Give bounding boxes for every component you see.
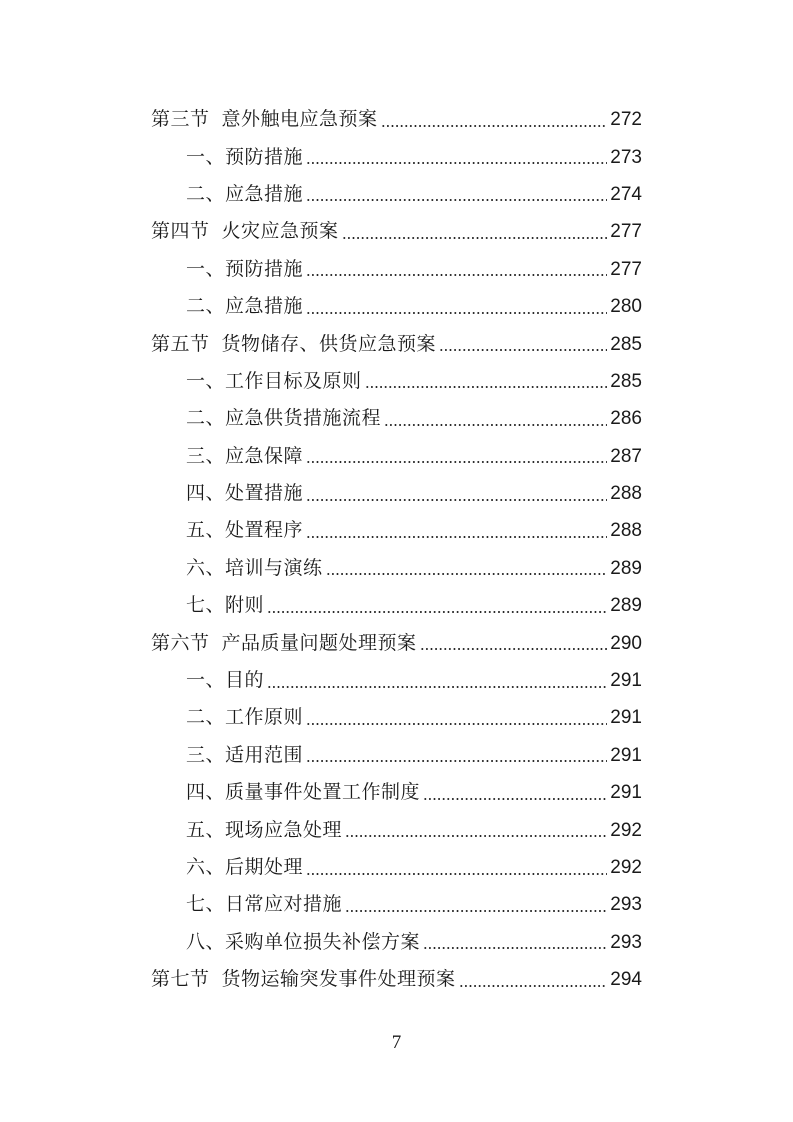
toc-entry-label bbox=[186, 409, 381, 428]
dot-leader bbox=[439, 349, 607, 351]
dot-leader bbox=[326, 573, 608, 575]
toc-entry-label bbox=[186, 369, 362, 392]
toc-subsection-entry[interactable] bbox=[0, 886, 793, 923]
toc-entry-label bbox=[151, 332, 437, 355]
toc-subsection-entry[interactable] bbox=[0, 737, 793, 774]
toc-entry-title: 八、采购单位损失补偿方案 bbox=[186, 930, 421, 953]
toc-subsection-entry[interactable] bbox=[0, 587, 793, 624]
dot-leader bbox=[365, 386, 608, 388]
dot-leader bbox=[420, 648, 608, 650]
toc-page-number: 287 bbox=[610, 445, 642, 467]
toc-page-number: 286 bbox=[610, 408, 642, 430]
toc-page-number: 272 bbox=[610, 109, 642, 131]
toc-subsection-entry[interactable] bbox=[0, 849, 793, 886]
toc-entry-label bbox=[151, 222, 339, 241]
dot-leader bbox=[381, 125, 608, 127]
dot-leader bbox=[306, 274, 607, 276]
toc-entry-label bbox=[186, 930, 421, 953]
dot-leader bbox=[306, 312, 607, 314]
toc-section-number: 第六节 bbox=[151, 631, 210, 654]
toc-entry-title: 一、目的 bbox=[186, 669, 265, 692]
toc-section-entry[interactable] bbox=[0, 961, 793, 998]
toc-entry-label bbox=[186, 858, 303, 877]
toc-page-number: 285 bbox=[610, 370, 642, 392]
toc-entry-title: 六、培训与演练 bbox=[186, 556, 323, 579]
toc-entry-label bbox=[151, 970, 456, 989]
toc-entry-title: 二、工作原则 bbox=[186, 706, 304, 729]
toc-page-number: 292 bbox=[610, 857, 642, 878]
toc-subsection-entry[interactable] bbox=[0, 138, 793, 175]
toc-entry-label bbox=[151, 110, 378, 129]
dot-leader bbox=[345, 910, 607, 912]
dot-leader bbox=[306, 760, 607, 762]
toc-section-entry[interactable] bbox=[0, 325, 793, 362]
toc-page-number: 277 bbox=[610, 258, 642, 280]
toc-section-number: 第七节 bbox=[151, 968, 210, 991]
toc-section-number: 第五节 bbox=[151, 332, 210, 355]
toc-page-number: 291 bbox=[610, 744, 642, 766]
toc-page-number: 280 bbox=[610, 296, 642, 318]
toc-page-number: 288 bbox=[610, 520, 642, 542]
toc-entry-title: 意外触电应急预案 bbox=[221, 108, 378, 131]
toc-entry-title: 七、日常应对措施 bbox=[186, 893, 343, 916]
toc-entry-title: 一、预防措施 bbox=[186, 145, 304, 168]
toc-entry-label bbox=[186, 484, 303, 503]
toc-entry-label bbox=[186, 556, 323, 579]
toc-entry-label bbox=[186, 818, 343, 841]
toc-subsection-entry[interactable] bbox=[0, 475, 793, 512]
toc-entry-title: 一、预防措施 bbox=[186, 257, 304, 280]
toc-entry-title: 七、附则 bbox=[186, 594, 265, 617]
toc-entry-title: 三、应急保障 bbox=[186, 444, 304, 467]
toc-section-entry[interactable] bbox=[0, 624, 793, 661]
dot-leader bbox=[306, 199, 607, 201]
toc-entry-label bbox=[186, 895, 342, 914]
dot-leader bbox=[306, 536, 607, 538]
toc-page-number: 273 bbox=[610, 146, 642, 168]
toc-subsection-entry[interactable] bbox=[0, 512, 793, 549]
toc-entry-label bbox=[186, 182, 304, 205]
toc-entry-label bbox=[186, 145, 304, 168]
toc-entry-title: 四、质量事件处置工作制度 bbox=[186, 781, 421, 804]
toc-entry-label bbox=[151, 631, 417, 654]
toc-entry-title: 四、处置措施 bbox=[186, 482, 304, 505]
toc-subsection-entry[interactable] bbox=[0, 550, 793, 587]
toc-entry-label bbox=[186, 257, 304, 280]
toc-subsection-entry[interactable] bbox=[0, 438, 793, 475]
toc-entry-title: 六、后期处理 bbox=[186, 856, 304, 878]
toc-entry-title: 二、应急措施 bbox=[186, 182, 304, 205]
toc-entry-title: 产品质量问题处理预案 bbox=[221, 631, 417, 654]
toc-page-number: 289 bbox=[610, 595, 642, 617]
toc-entry-label bbox=[186, 444, 304, 467]
dot-leader bbox=[306, 461, 607, 463]
toc-entry-label bbox=[186, 783, 420, 802]
toc-page-number: 277 bbox=[610, 221, 642, 243]
toc-entry-title: 二、应急措施 bbox=[186, 295, 304, 318]
toc-page-number: 289 bbox=[610, 557, 642, 579]
toc-section-entry[interactable] bbox=[0, 101, 793, 138]
dot-leader bbox=[459, 985, 608, 987]
toc-subsection-entry[interactable] bbox=[0, 924, 793, 961]
toc-subsection-entry[interactable] bbox=[0, 176, 793, 213]
toc-subsection-entry[interactable] bbox=[0, 400, 793, 437]
toc-entry-label bbox=[186, 743, 304, 766]
toc-page-number: 291 bbox=[610, 782, 642, 804]
dot-leader bbox=[306, 873, 607, 875]
toc-entry-label bbox=[186, 708, 303, 727]
toc-page-number: 293 bbox=[610, 894, 642, 916]
toc-section-number: 第三节 bbox=[151, 108, 210, 131]
page-number: 7 bbox=[391, 1032, 402, 1053]
toc-subsection-entry[interactable] bbox=[0, 774, 793, 811]
toc-subsection-entry[interactable] bbox=[0, 251, 793, 288]
toc-entry-label bbox=[186, 521, 303, 540]
toc-entry-title: 一、工作目标及原则 bbox=[186, 369, 362, 392]
toc-section-number: 第四节 bbox=[151, 220, 210, 243]
dot-leader bbox=[306, 723, 607, 725]
toc-page-number: 292 bbox=[610, 819, 642, 841]
toc-entry-title: 二、应急供货措施流程 bbox=[186, 407, 382, 430]
toc-subsection-entry[interactable] bbox=[0, 662, 793, 699]
toc-entry-title: 五、现场应急处理 bbox=[186, 818, 343, 841]
dot-leader bbox=[306, 162, 607, 164]
toc-page-number: 291 bbox=[610, 670, 642, 692]
toc-page-number: 285 bbox=[610, 333, 642, 355]
toc-entry-label bbox=[186, 596, 264, 615]
toc-entry-title: 火灾应急预案 bbox=[221, 220, 339, 243]
toc-page-number: 288 bbox=[610, 483, 642, 505]
toc-subsection-entry[interactable] bbox=[0, 699, 793, 736]
dot-leader bbox=[423, 947, 607, 949]
toc-entry-title: 货物运输突发事件处理预案 bbox=[221, 968, 456, 991]
toc-page-number: 293 bbox=[610, 931, 642, 953]
dot-leader bbox=[306, 499, 607, 501]
dot-leader bbox=[342, 237, 608, 239]
toc-page-number: 291 bbox=[610, 707, 642, 729]
toc-section-entry[interactable] bbox=[0, 213, 793, 250]
toc-entry-label bbox=[186, 671, 264, 690]
toc-page-number: 294 bbox=[610, 969, 642, 991]
toc-subsection-entry[interactable] bbox=[0, 288, 793, 325]
dot-leader bbox=[423, 798, 607, 800]
toc-entry-label bbox=[186, 297, 303, 316]
toc-entry-title: 货物储存、供货应急预案 bbox=[221, 332, 437, 355]
dot-leader bbox=[267, 611, 607, 613]
dot-leader bbox=[384, 424, 607, 426]
table-of-contents bbox=[0, 101, 793, 998]
toc-entry-title: 五、处置程序 bbox=[186, 519, 304, 542]
toc-page-number: 290 bbox=[610, 632, 642, 654]
toc-entry-title: 三、适用范围 bbox=[186, 743, 304, 766]
dot-leader bbox=[267, 686, 607, 688]
toc-subsection-entry[interactable] bbox=[0, 811, 793, 848]
dot-leader bbox=[345, 835, 607, 837]
toc-page-number: 274 bbox=[610, 183, 642, 205]
toc-subsection-entry[interactable] bbox=[0, 363, 793, 400]
